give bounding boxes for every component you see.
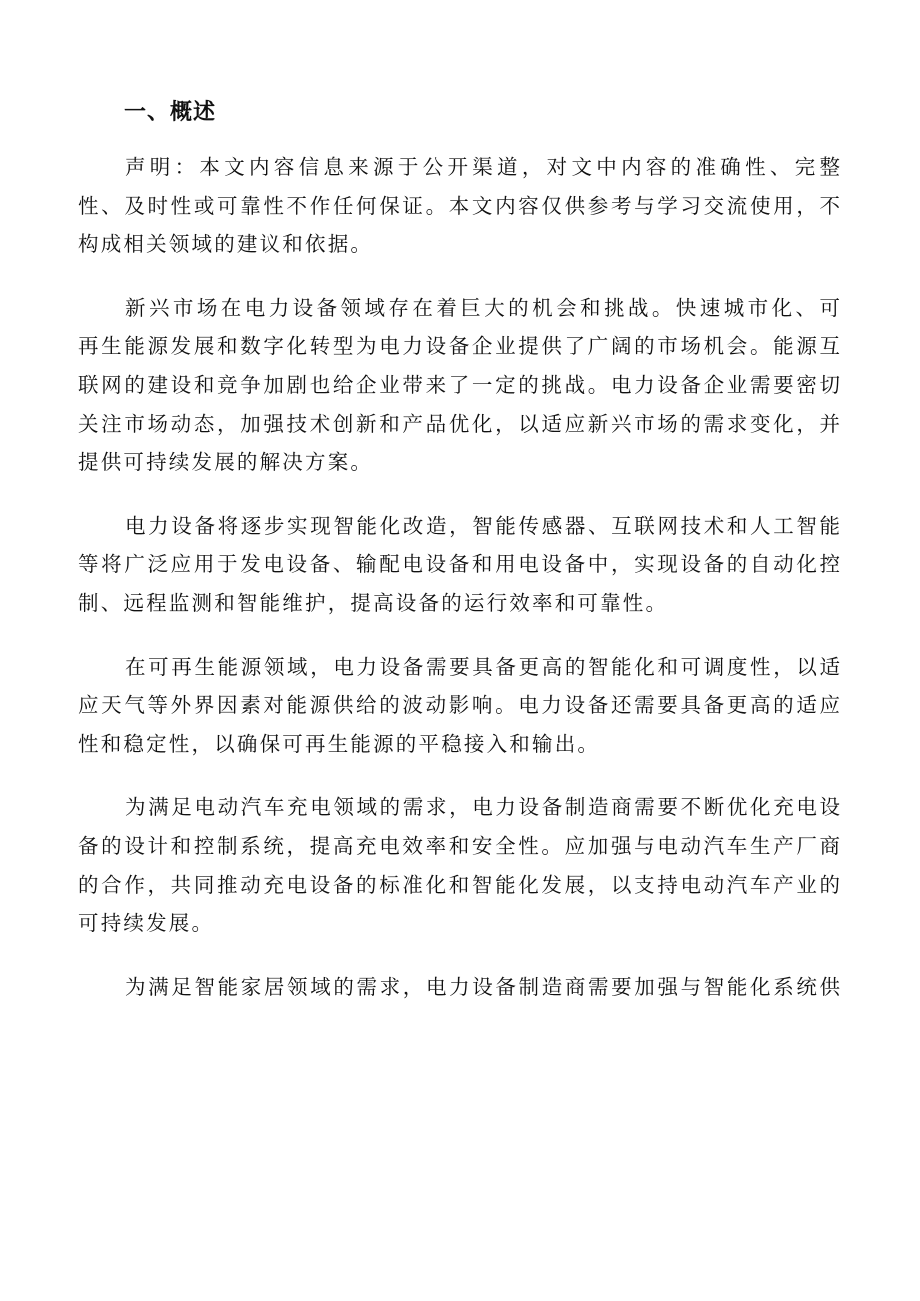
document-body — [78, 148, 840, 1031]
text-line: 构成相关领域的建议和依据。 — [78, 232, 374, 257]
text-line: 提供可持续发展的解决方案。 — [78, 450, 374, 475]
text-line: 新兴市场在电力设备领域存在着巨大的机会和挑战。快速城市化、可 — [125, 295, 840, 320]
text-line: 联网的建设和竞争加剧也给企业带来了一定的挑战。电力设备企业需要密切 — [78, 372, 840, 397]
paragraph-intelligent-upgrade — [78, 507, 840, 623]
paragraph-renewable-energy — [78, 648, 840, 764]
paragraph-ev-charging — [78, 788, 840, 942]
text-line: 在可再生能源领域，电力设备需要具备更高的智能化和可调度性，以适 — [125, 654, 840, 679]
text-line: 性、及时性或可靠性不作任何保证。本文内容仅供参考与学习交流使用，不 — [78, 193, 840, 218]
text-line: 关注市场动态，加强技术创新和产品优化，以适应新兴市场的需求变化，并 — [78, 411, 840, 436]
paragraph-smart-home — [78, 968, 840, 1007]
text-line: 的合作，共同推动充电设备的标准化和智能化发展，以支持电动汽车产业的 — [78, 872, 840, 897]
text-line: 等将广泛应用于发电设备、输配电设备和用电设备中，实现设备的自动化控 — [78, 552, 840, 577]
text-line: 为满足电动汽车充电领域的需求，电力设备制造商需要不断优化充电设 — [125, 795, 840, 820]
text-line: 声明：本文内容信息来源于公开渠道，对文中内容的准确性、完整 — [125, 155, 840, 179]
text-line: 备的设计和控制系统，提高充电效率和安全性。应加强与电动汽车生产厂商 — [78, 833, 840, 858]
text-line: 为满足智能家居领域的需求，电力设备制造商需要加强与智能化系统供 — [125, 974, 840, 999]
text-line: 应天气等外界因素对能源供给的波动影响。电力设备还需要具备更高的适应 — [78, 693, 840, 718]
text-line: 电力设备将逐步实现智能化改造，智能传感器、互联网技术和人工智能 — [125, 513, 840, 538]
text-line: 制、远程监测和智能维护，提高设备的运行效率和可靠性。 — [78, 590, 669, 615]
text-line: 可持续发展。 — [78, 911, 215, 936]
section-heading: 一、概述 — [124, 100, 217, 125]
text-line: 性和稳定性，以确保可再生能源的平稳接入和输出。 — [78, 731, 601, 756]
paragraph-emerging-markets — [78, 289, 840, 482]
paragraph-disclaimer — [78, 148, 840, 264]
text-line: 再生能源发展和数字化转型为电力设备企业提供了广阔的市场机会。能源互 — [78, 334, 840, 359]
